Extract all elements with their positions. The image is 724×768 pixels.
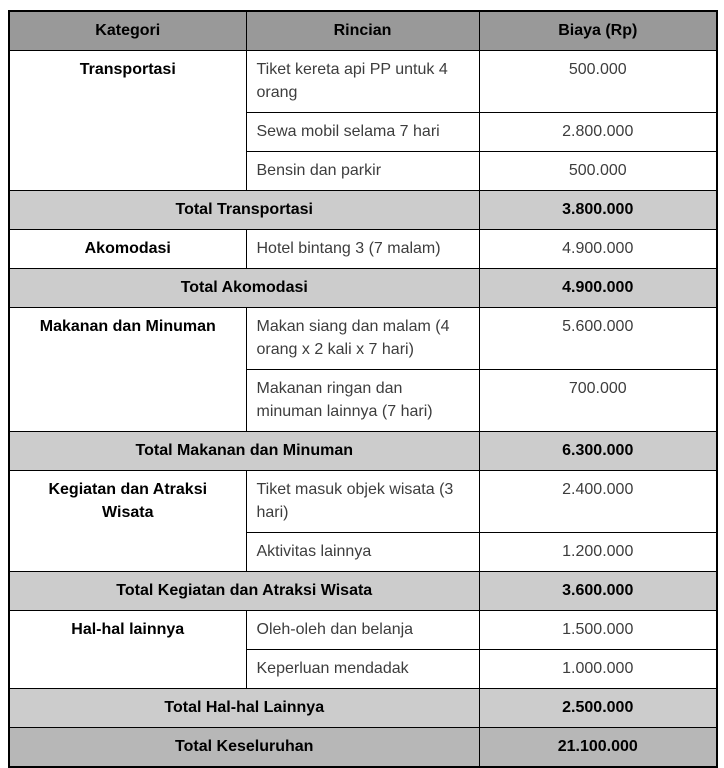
amount-cell: 1.000.000 — [479, 650, 717, 689]
table-row — [9, 230, 717, 269]
detail-cell: Bensin dan parkir — [246, 152, 479, 191]
total-row-akomodasi — [9, 269, 717, 308]
grand-total-amount-cell: 21.100.000 — [479, 728, 717, 768]
total-amount-cell: 2.500.000 — [479, 689, 717, 728]
header-cell-biaya: Biaya (Rp) — [479, 11, 717, 51]
budget-table — [8, 10, 718, 768]
detail-cell: Hotel bintang 3 (7 malam) — [246, 230, 479, 269]
grand-total-row — [9, 728, 717, 768]
detail-cell: Keperluan mendadak — [246, 650, 479, 689]
table-row — [9, 308, 717, 370]
detail-cell: Sewa mobil selama 7 hari — [246, 113, 479, 152]
table-row — [9, 471, 717, 533]
detail-cell: Tiket masuk objek wisata (3 hari) — [246, 471, 479, 533]
total-row-halhal — [9, 689, 717, 728]
total-row-transportasi — [9, 191, 717, 230]
table-row — [9, 611, 717, 650]
category-cell-akomodasi: Akomodasi — [9, 230, 246, 269]
category-cell-halhal: Hal-hal lainnya — [9, 611, 246, 689]
amount-cell: 2.800.000 — [479, 113, 717, 152]
category-cell-transportasi: Transportasi — [9, 51, 246, 191]
total-label-cell: Total Akomodasi — [9, 269, 479, 308]
detail-cell: Aktivitas lainnya — [246, 533, 479, 572]
total-amount-cell: 4.900.000 — [479, 269, 717, 308]
total-label-cell: Total Transportasi — [9, 191, 479, 230]
detail-cell: Tiket kereta api PP untuk 4 orang — [246, 51, 479, 113]
table-row — [9, 51, 717, 113]
total-amount-cell: 6.300.000 — [479, 432, 717, 471]
amount-cell: 4.900.000 — [479, 230, 717, 269]
detail-cell: Makanan ringan dan minuman lainnya (7 hari) — [246, 370, 479, 432]
amount-cell: 700.000 — [479, 370, 717, 432]
total-label-cell: Total Kegiatan dan Atraksi Wisata — [9, 572, 479, 611]
amount-cell: 500.000 — [479, 152, 717, 191]
total-amount-cell: 3.800.000 — [479, 191, 717, 230]
detail-cell: Oleh-oleh dan belanja — [246, 611, 479, 650]
amount-cell: 1.200.000 — [479, 533, 717, 572]
category-cell-kegiatan: Kegiatan dan Atraksi Wisata — [9, 471, 246, 572]
amount-cell: 2.400.000 — [479, 471, 717, 533]
detail-cell: Makan siang dan malam (4 orang x 2 kali x 7 hari) — [246, 308, 479, 370]
total-label-cell: Total Makanan dan Minuman — [9, 432, 479, 471]
amount-cell: 1.500.000 — [479, 611, 717, 650]
header-cell-kategori: Kategori — [9, 11, 246, 51]
header-row — [9, 11, 717, 51]
category-cell-makanan: Makanan dan Minuman — [9, 308, 246, 432]
total-row-kegiatan — [9, 572, 717, 611]
grand-total-label-cell: Total Keseluruhan — [9, 728, 479, 768]
header-cell-rincian: Rincian — [246, 11, 479, 51]
amount-cell: 500.000 — [479, 51, 717, 113]
total-label-cell: Total Hal-hal Lainnya — [9, 689, 479, 728]
total-row-makanan — [9, 432, 717, 471]
amount-cell: 5.600.000 — [479, 308, 717, 370]
total-amount-cell: 3.600.000 — [479, 572, 717, 611]
